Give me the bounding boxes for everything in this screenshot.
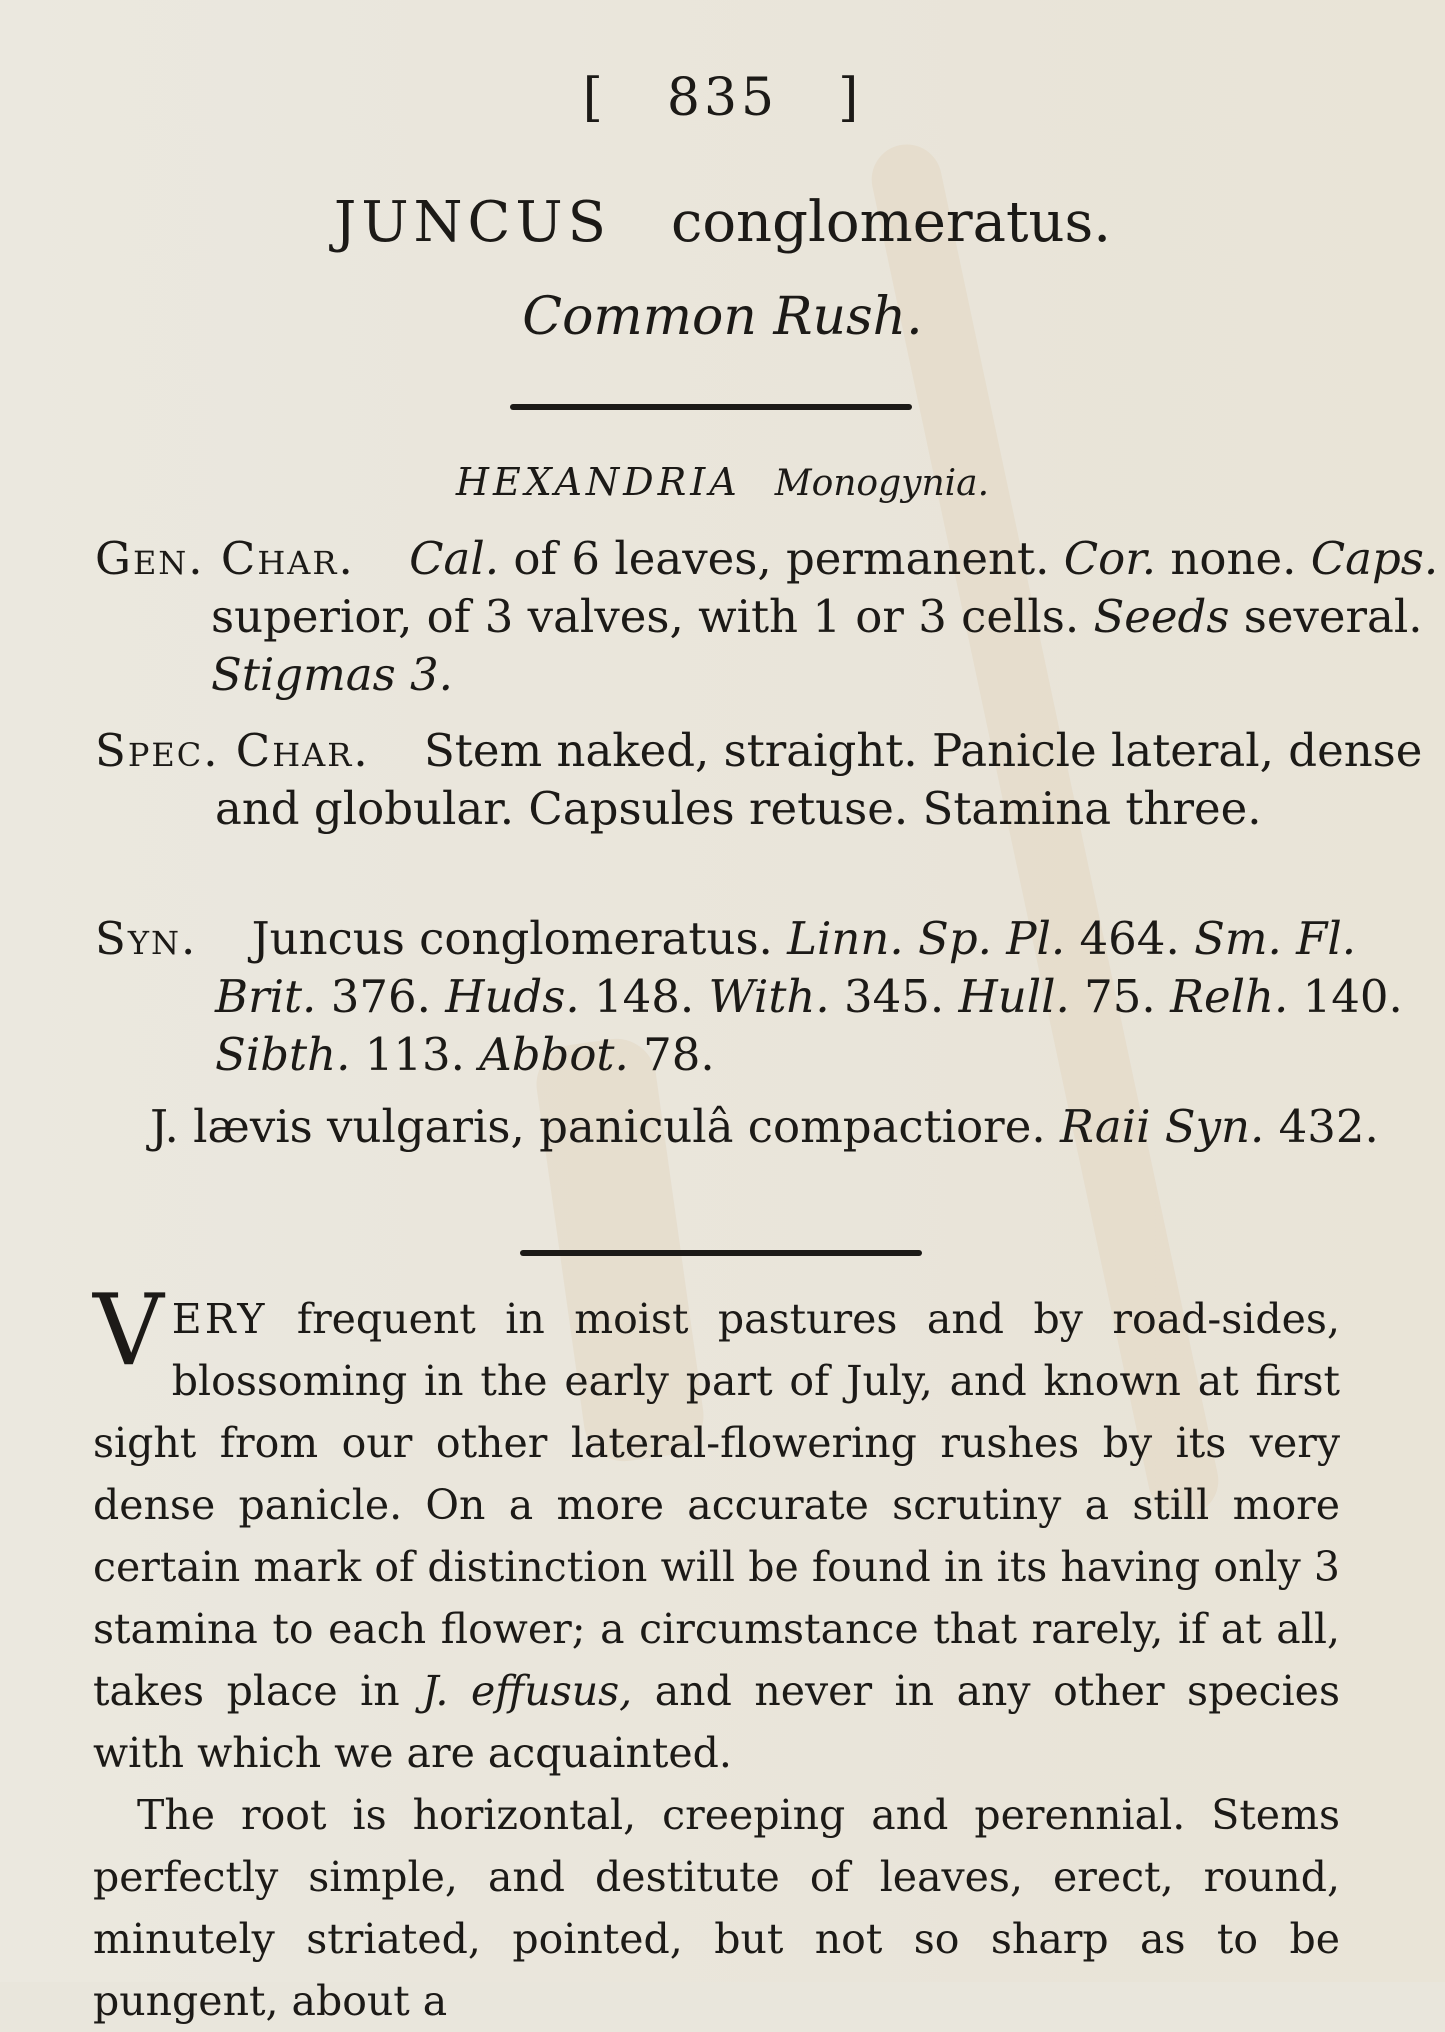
- syn-label: Syn.: [95, 912, 198, 965]
- paragraph: VERY frequent in moist pastures and by road-sides, blossoming in the early part of July, and known at first sight from our other lateral-flowering rushes by its very dense panicle. On a more accurate scrutiny a still more certain mark of distinction will be found in its having only 3 stamina to each flower; a circumstance that rarely, if at all, takes place in J. effusus, and never in any other species with which we are acquainted.: [93, 1274, 1340, 1777]
- synonym-secondary: J. lævis vulgaris, paniculâ compactiore. Raii Syn. 432.: [150, 1100, 1379, 1153]
- spec-char-label: Spec. Char.: [95, 724, 370, 777]
- divider: [520, 1250, 922, 1256]
- page-title: [0, 190, 1445, 255]
- gen-char-label: Gen. Char.: [95, 532, 355, 585]
- species-name: conglomeratus.: [670, 190, 1112, 255]
- class-name: HEXANDRIA: [455, 460, 741, 504]
- generic-character: Gen. Char. Cal. of 6 leaves, permanent. Cor. none. Caps. superior, of 3 valves, with 1 or 3 cells. Seeds several. Stigmas 3.: [95, 532, 1439, 701]
- spec-char-text: Stem naked, straight. Panicle lateral, dense and globular. Capsules retuse. Stamina three.: [215, 724, 1423, 835]
- paragraph: The root is horizontal, creeping and perennial. Stems perfectly simple, and destitute of leaves, erect, round, minutely striated, pointed, but not so sharp as to be pungent, about a: [93, 1791, 1340, 2025]
- description: [93, 1274, 1340, 2032]
- common-name: Common Rush.: [522, 287, 923, 347]
- synonyms: Syn. Juncus conglomeratus. Linn. Sp. Pl. 464. Sm. Fl. Brit. 376. Huds. 148. With. 345. Hull. 75. Relh. 140. Sibth. 113. Abbot. 78.: [95, 912, 1403, 1081]
- divider: [510, 404, 912, 410]
- classification: [0, 460, 1445, 504]
- specific-character: [95, 722, 1445, 838]
- order-name: Monogynia.: [774, 463, 990, 504]
- genus-name: JUNCUS: [333, 190, 611, 255]
- page-number: [ 835 ]: [582, 68, 863, 128]
- drop-cap: V: [93, 1274, 164, 1388]
